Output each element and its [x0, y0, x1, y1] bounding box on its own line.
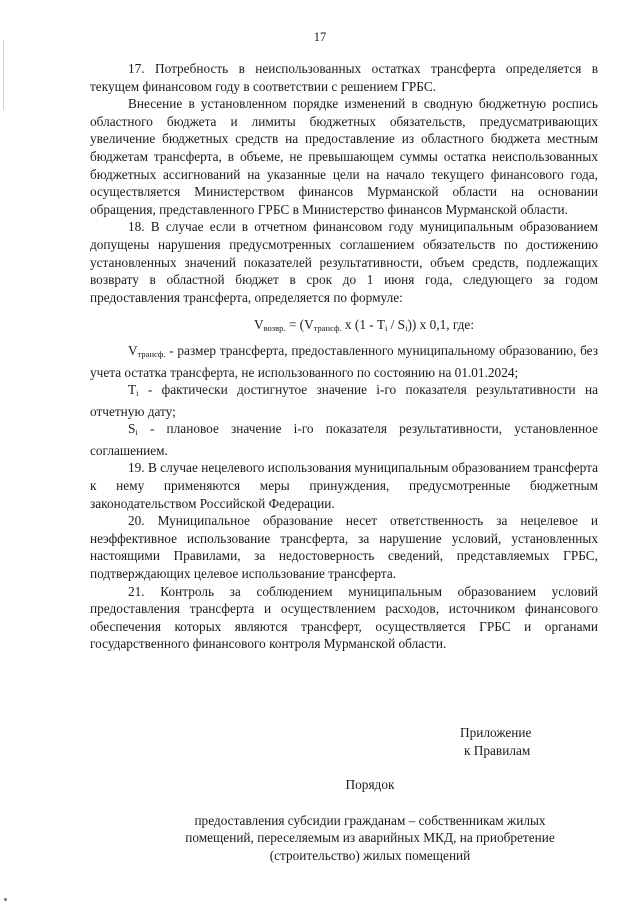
formula-eq-open: = (V [285, 317, 314, 333]
paragraph-21: 21. Контроль за соблюдением муниципальным образованием условий предоставления трансферта и осуществлением расходов, источником финансового обеспечения которых являются трансферт, осуществляется ГРБС и органами государственного финансового контроля Мурманской области. [90, 583, 598, 652]
formula-slash: / S [387, 317, 406, 333]
def-v-symbol: V [128, 342, 138, 358]
scan-artifact-dot [4, 898, 7, 901]
return-formula [90, 316, 598, 338]
formula-mid: x (1 - T [341, 317, 385, 333]
paragraph-20: 20. Муниципальное образование несет ответственность за нецелевое и неэффективное использование трансферта, за нарушение условий, установленных настоящими Правилами, за недостоверность сведений, представляемых ГРБС, подтверждающих целевое использование трансферта. [90, 513, 598, 582]
formula-tail: )) x 0,1, где: [407, 317, 475, 333]
def-s-text: - плановое значение i-го показателя результативности, установленное соглашением. [90, 421, 598, 458]
paragraph-17: 17. Потребность в неиспользованных остатках трансферта определяется в текущем финансовом году в соответствии с решением ГРБС. [90, 61, 598, 94]
formula-transfer-subscript: трансф. [313, 323, 342, 334]
formula-v-subscript: возвр. [263, 323, 286, 334]
def-s-subscript: i [135, 427, 138, 438]
formula-t-subscript: i [384, 323, 388, 334]
procedure-subtitle-line-2: помещений, переселяемым из аварийных МКД, на приобретение [185, 830, 555, 846]
paragraph-19: 19. В случае нецелевого использования муниципальным образованием трансферта к нему применяются меры принуждения, предусмотренные бюджетным законодательством Российской Федерации. [90, 460, 598, 511]
document-body [90, 60, 598, 653]
appendix-line-1: Приложение [460, 725, 532, 740]
appendix-heading [460, 724, 600, 759]
procedure-subtitle-line-3: (строительство) жилых помещений [269, 847, 471, 863]
def-t-subscript: i [136, 388, 139, 399]
paragraph-17-budget-changes: Внесение в установленном порядке изменений в сводную бюджетную роспись областного бюджета и лимиты бюджетных обязательств, предусматривающих увеличение бюджетных средств на предоставление из областного бюджета местным бюджетам трансферта, в объеме, не превышающем суммы остатка неиспользованных бюджетных ассигнований на указанные цели на начало текущего финансового года, осуществляется Министерством финансов Мурманской области на основании обращения, представленного ГРБС в Министерство финансов Мурманской области. [90, 96, 598, 217]
def-s-symbol: S [128, 421, 136, 437]
page-number: 17 [313, 30, 327, 44]
def-t-symbol: T [128, 382, 137, 398]
definition-v-transfer [90, 342, 598, 381]
procedure-subtitle-line-1: предоставления субсидии гражданам – собственникам жилых [194, 812, 546, 828]
def-v-text: - размер трансферта, предоставленного муниципальному образованию, без учета остатка трансферта, не использованного по состоянию на 01.01.2024; [90, 342, 598, 380]
procedure-title: Порядок [345, 777, 395, 792]
def-t-text: - фактически достигнутое значение i-го показателя результативности на отчетную дату; [90, 382, 598, 419]
procedure-heading [90, 776, 640, 864]
definition-t-actual [90, 381, 598, 420]
scan-edge-mark [3, 40, 4, 110]
formula-v: V [253, 317, 264, 333]
appendix-line-2: к Правилам [464, 742, 531, 758]
paragraph-18: 18. В случае если в отчетном финансовом году муниципальным образованием допущены нарушения предусмотренных соглашением обязательств по достижению установленных значений показателей результативности, объем средств, подлежащих возврату в областной бюджет в срок до 1 июня года, следующего за годом предоставления трансферта, определяется по формуле: [90, 219, 598, 305]
def-v-subscript: трансф. [137, 348, 166, 359]
definition-s-planned [90, 420, 598, 459]
formula-s-subscript: i [405, 323, 408, 334]
